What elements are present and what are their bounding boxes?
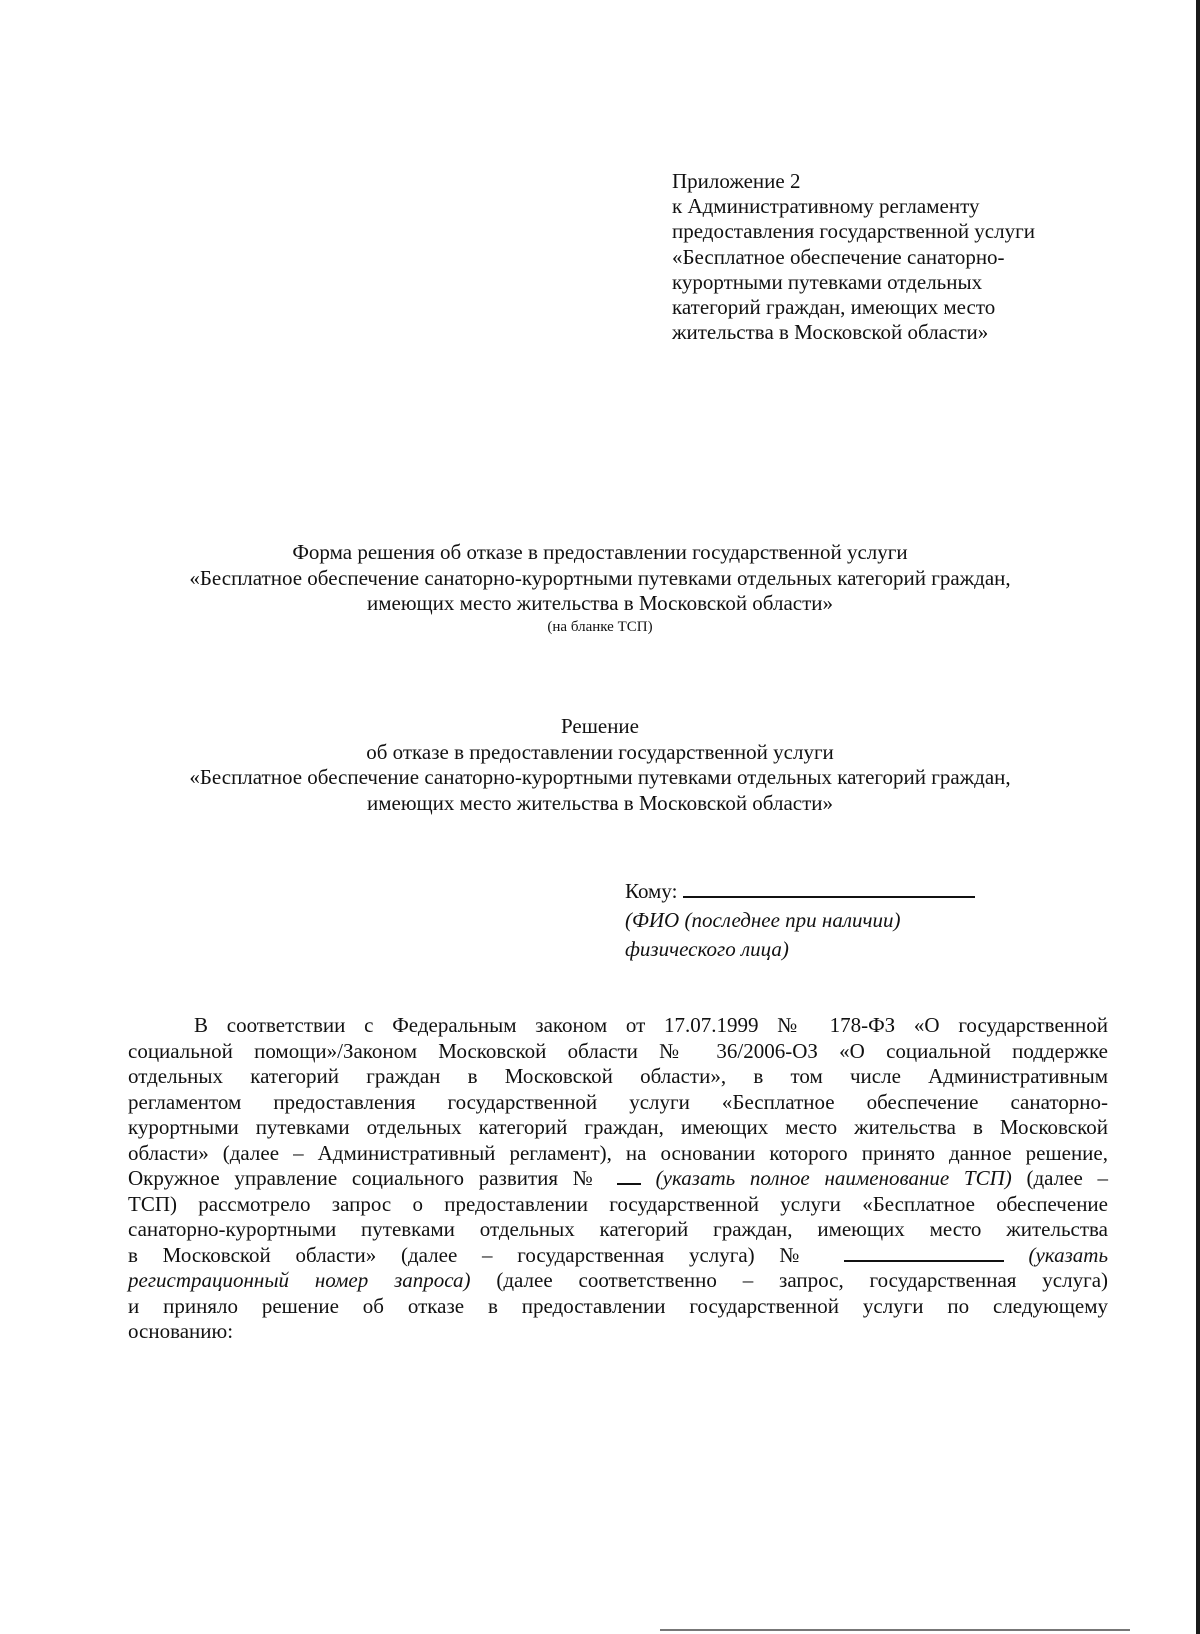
body-line: области» (далее – Административный регламент), на основании которого принято данное решение, xyxy=(128,1140,1108,1165)
body-text-part: Окружное управление социального развития № xyxy=(128,1166,603,1190)
body-line xyxy=(128,1268,1108,1294)
decision-title-line: имеющих место жительства в Московской области» xyxy=(366,790,834,815)
body-line: и приняло решение об отказе в предоставлении государственной услуги по следующему xyxy=(128,1293,1108,1318)
appendix-line: Приложение 2 xyxy=(672,169,801,193)
body-line xyxy=(128,1243,1108,1269)
recipient-note: (ФИО (последнее при наличии) xyxy=(625,908,901,932)
form-title xyxy=(100,540,1100,637)
decision-title-line: «Бесплатное обеспечение санаторно-курортными путевками отдельных категорий граждан, xyxy=(189,765,1011,789)
body-line: регламентом предоставления государственной услуги «Бесплатное обеспечение санаторно- xyxy=(128,1089,1108,1114)
recipient-note: физического лица) xyxy=(625,937,789,961)
recipient-name-blank[interactable] xyxy=(683,878,975,898)
appendix-line: курортными путевками отдельных xyxy=(672,269,983,294)
form-title-note: (на бланке ТСП) xyxy=(547,618,653,635)
decision-title-line: об отказе в предоставлении государственной услуги xyxy=(366,739,834,764)
body-line: отдельных категорий граждан в Московской области», в том числе Административным xyxy=(128,1064,1108,1088)
recipient-label: Кому: xyxy=(625,879,678,903)
form-title-line: Форма решения об отказе в предоставлении государственной услуги xyxy=(292,540,908,564)
appendix-line: к Административному регламенту xyxy=(672,194,980,219)
scan-edge xyxy=(1196,0,1200,1634)
form-title-line: «Бесплатное обеспечение санаторно-курортными путевками отдельных категорий граждан, xyxy=(189,565,1011,590)
appendix-line: жительства в Московской области» xyxy=(672,320,989,345)
body-text-part: (далее соответственно – запрос, государственная услуга) xyxy=(496,1268,1109,1292)
decision-title-line: Решение xyxy=(560,714,639,738)
request-number-blank[interactable] xyxy=(844,1244,1004,1262)
body-line: социальной помощи»/Законом Московской области № 36/2006-ОЗ «О социальной поддержке xyxy=(128,1038,1108,1063)
body-text-italic: регистрационный номер запроса) xyxy=(128,1268,471,1292)
body-line: ТСП) рассмотрело запрос о предоставлении государственной услуги «Бесплатное обеспечение xyxy=(128,1191,1108,1216)
tsp-number-blank[interactable] xyxy=(617,1167,641,1185)
form-title-line: имеющих место жительства в Московской области» xyxy=(366,591,834,615)
recipient-block xyxy=(625,877,1045,964)
body-text-italic: (указать xyxy=(1028,1242,1108,1267)
appendix-line: категорий граждан, имеющих место xyxy=(672,295,996,320)
body-text-italic: (указать полное наименование ТСП) xyxy=(655,1166,1012,1190)
body-line: В соответствии с Федеральным законом от 17.07.1999 № 178-ФЗ «О государственной xyxy=(194,1013,1108,1037)
decision-body xyxy=(128,1013,1108,1345)
decision-title xyxy=(100,714,1100,816)
appendix-line: предоставления государственной услуги xyxy=(672,219,1035,244)
body-line: основанию: xyxy=(128,1319,234,1343)
appendix-line: «Бесплатное обеспечение санаторно- xyxy=(672,244,1005,269)
body-text-part: в Московской области» (далее – государственная услуга) № xyxy=(128,1242,819,1267)
appendix-header xyxy=(672,169,1112,345)
body-line xyxy=(128,1166,1108,1192)
body-text-part: (далее – xyxy=(1026,1166,1108,1190)
body-line: санаторно-курортными путевками отдельных категорий граждан, имеющих место жительства xyxy=(128,1217,1108,1241)
page-bottom-line xyxy=(660,1629,1130,1631)
body-line: курортными путевками отдельных категорий граждан, имеющих место жительства в Московской xyxy=(128,1115,1108,1139)
